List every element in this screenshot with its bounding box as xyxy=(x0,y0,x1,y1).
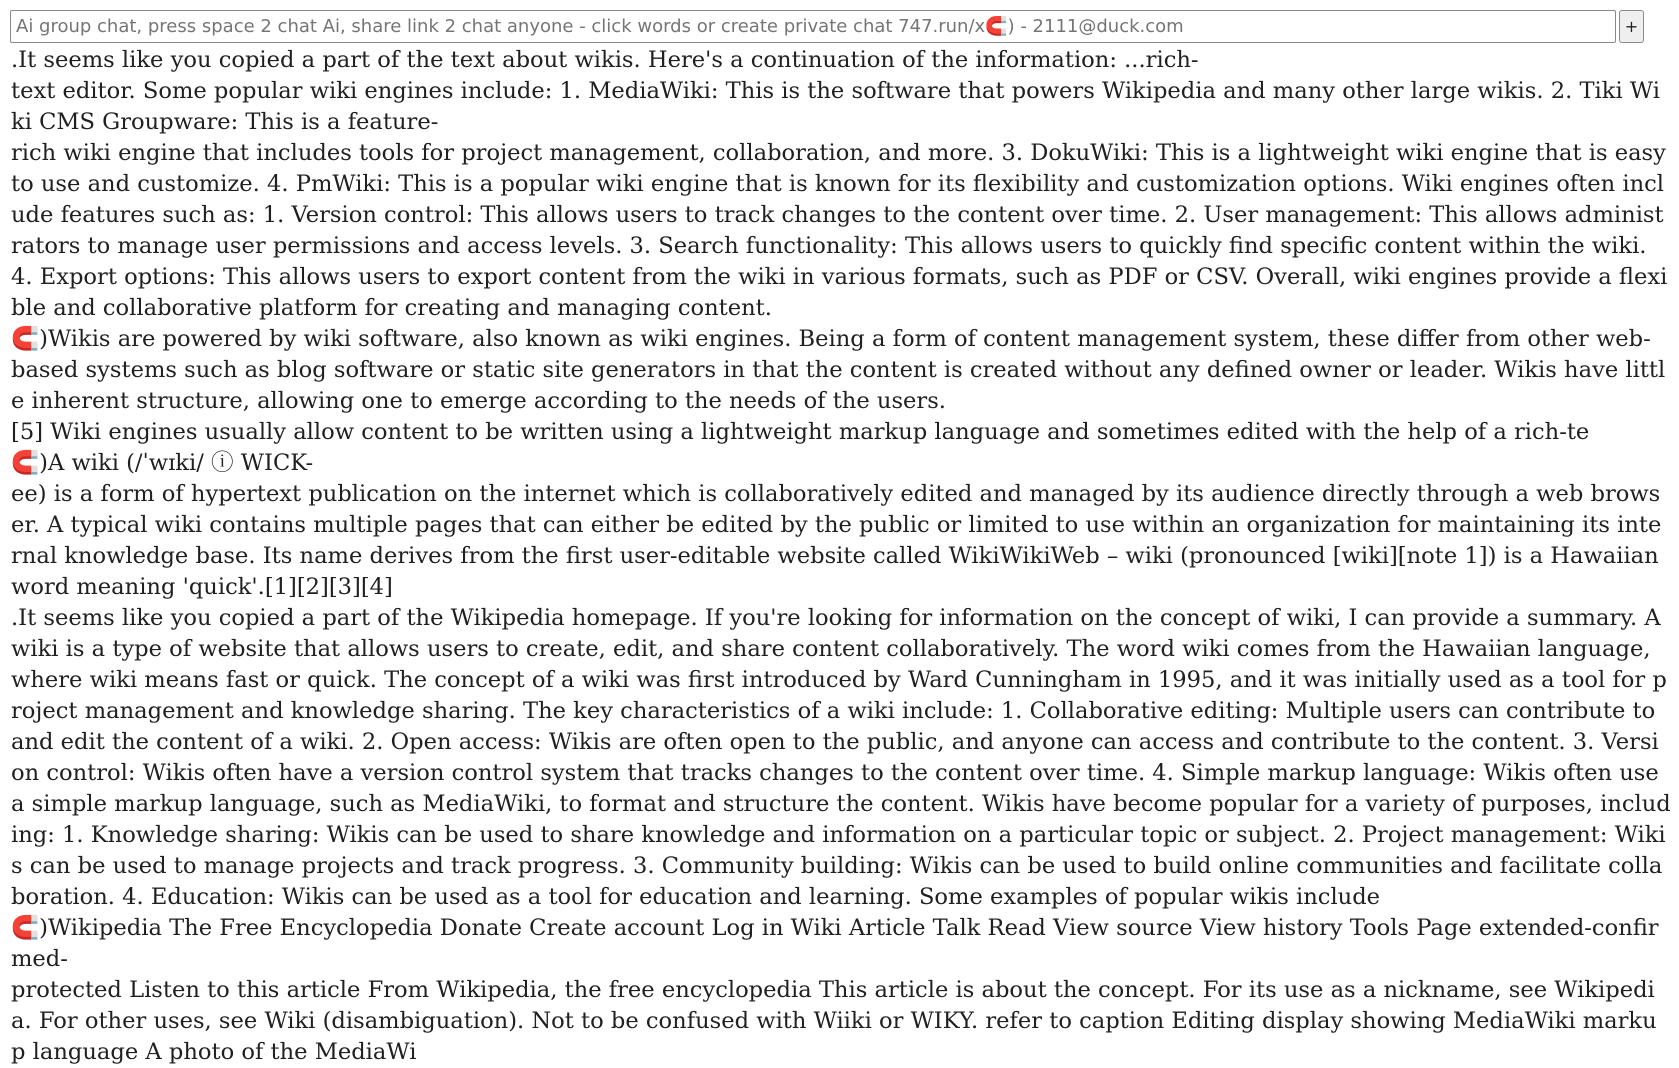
chat-message: 🧲)Wikipedia The Free Encyclopedia Donate Create account Log in Wiki Article Talk Read View source View history Tools Page extended-confirmed- protected Listen to this article From Wikipedia, the free encyclopedia This article is about the concept. For its use as a nickname, see Wikipedia. For other uses, see Wiki (disambiguation). Not to be confused with Wiiki or WIKY. refer to caption Editing display showing MediaWiki markup language A photo of the MediaWi xyxy=(11,915,1659,1065)
chat-bar xyxy=(10,10,1644,43)
chat-message: 🧲)A wiki (/ˈwɪki/ ⓘ WICK- ee) is a form of hypertext publication on the internet which is collaboratively edited and managed by its audience directly through a web browser. A typical wiki contains multiple pages that can either be edited by the public or limited to use within an organization for maintaining its internal knowledge base. Its name derives from the first user-editable website called WikiWikiWeb – wiki (pronounced [wiki][note 1]) is a Hawaiian word meaning 'quick'.[1][2][3][4] xyxy=(11,450,1662,600)
chat-input[interactable] xyxy=(10,10,1616,43)
add-chat-button[interactable]: + xyxy=(1619,10,1644,43)
message-list xyxy=(11,45,1671,1068)
chat-message: 🧲)Wikis are powered by wiki software, also known as wiki engines. Being a form of content management system, these differ from other web- based systems such as blog software or static site generators in that the content is created without any defined owner or leader. Wikis have little inherent structure, allowing one to emerge according to the needs of the users. [5] Wiki engines usually allow content to be written using a lightweight markup language and sometimes edited with the help of a rich-te xyxy=(11,326,1666,445)
chat-message: .It seems like you copied a part of the Wikipedia homepage. If you're looking for information on the concept of wiki, I can provide a summary. A wiki is a type of website that allows users to create, edit, and share content collaboratively. The word wiki comes from the Hawaiian language, where wiki means fast or quick. The concept of a wiki was first introduced by Ward Cunningham in 1995, and it was initially used as a tool for project management and knowledge sharing. The key characteristics of a wiki include: 1. Collaborative editing: Multiple users can contribute to and edit the content of a wiki. 2. Open access: Wikis are often open to the public, and anyone can access and contribute to the content. 3. Version control: Wikis often have a version control system that tracks changes to the content over time. 4. Simple markup language: Wikis often use a simple markup language, such as MediaWiki, to format and structure the content. Wikis have become popular for a variety of purposes, including: 1. Knowledge sharing: Wikis can be used to share knowledge and information on a particular topic or subject. 2. Project management: Wikis can be used to manage projects and track progress. 3. Community building: Wikis can be used to build online communities and facilitate collaboration. 4. Education: Wikis can be used as a tool for education and learning. Some examples of popular wikis include xyxy=(11,605,1671,910)
chat-message: .It seems like you copied a part of the text about wikis. Here's a continuation of the information: ...rich- text editor. Some popular wiki engines include: 1. MediaWiki: This is the software that powers Wikipedia and many other large wikis. 2. Tiki Wiki CMS Groupware: This is a feature- rich wiki engine that includes tools for project management, collaboration, and more. 3. DokuWiki: This is a lightweight wiki engine that is easy to use and customize. 4. PmWiki: This is a popular wiki engine that is known for its flexibility and customization options. Wiki engines often include features such as: 1. Version control: This allows users to track changes to the content over time. 2. User management: This allows administrators to manage user permissions and access levels. 3. Search functionality: This allows users to quickly find specific content within the wiki. 4. Export options: This allows users to export content from the wiki in various formats, such as PDF or CSV. Overall, wiki engines provide a flexible and collaborative platform for creating and managing content. xyxy=(11,47,1668,321)
